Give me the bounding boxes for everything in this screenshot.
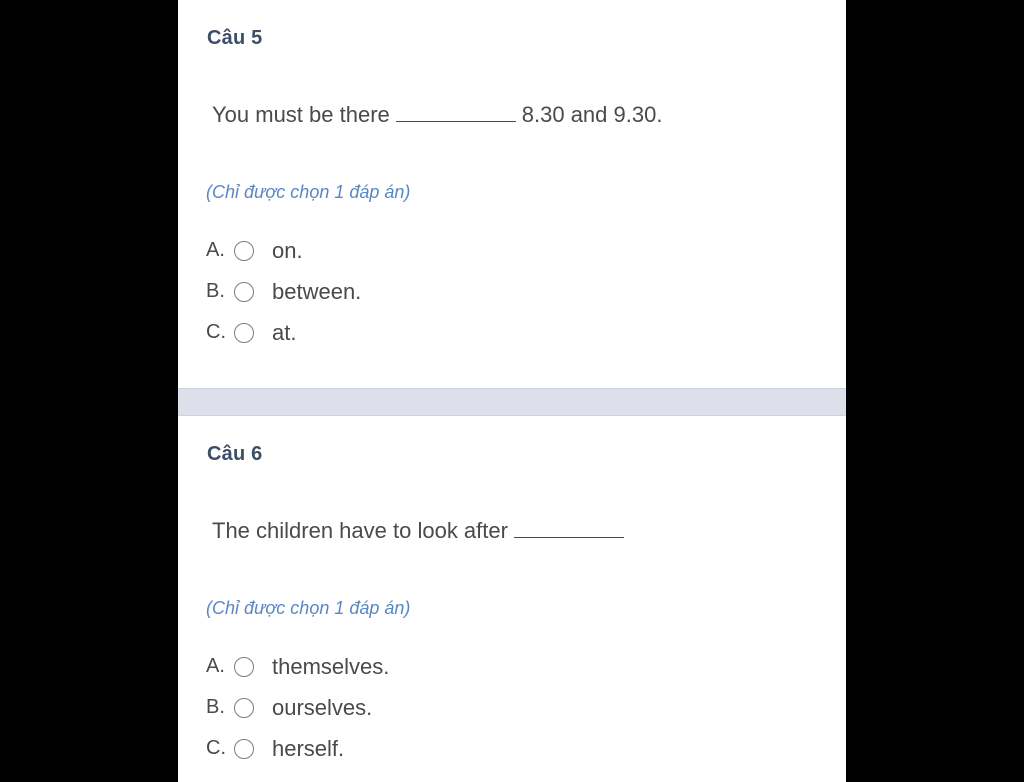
answer-blank	[514, 537, 624, 538]
options-list	[206, 230, 361, 353]
radio-button[interactable]	[234, 241, 254, 261]
answer-hint: (Chỉ được chọn 1 đáp án)	[206, 182, 411, 202]
question-card-5	[178, 0, 846, 388]
options-list	[206, 646, 389, 769]
radio-button[interactable]	[234, 282, 254, 302]
quiz-page	[178, 0, 846, 782]
question-text-before: The children have to look after	[212, 518, 508, 543]
option-b[interactable]	[206, 687, 389, 728]
radio-button[interactable]	[234, 739, 254, 759]
question-separator	[178, 388, 846, 416]
option-text: themselves.	[272, 653, 390, 679]
option-text: on.	[272, 237, 303, 263]
option-text: between.	[272, 278, 362, 304]
answer-hint: (Chỉ được chọn 1 đáp án)	[206, 598, 411, 618]
option-letter: C.	[206, 321, 226, 343]
option-a[interactable]	[206, 646, 389, 687]
option-letter: B.	[206, 280, 225, 302]
option-letter: A.	[206, 239, 225, 261]
option-text: herself.	[272, 735, 345, 761]
option-text: ourselves.	[272, 694, 373, 720]
radio-button[interactable]	[234, 323, 254, 343]
option-c[interactable]	[206, 312, 361, 353]
option-a[interactable]	[206, 230, 361, 271]
radio-button[interactable]	[234, 698, 254, 718]
option-letter: C.	[206, 737, 226, 759]
option-c[interactable]	[206, 728, 389, 769]
answer-blank	[396, 121, 516, 122]
question-title: Câu 6	[207, 443, 263, 465]
question-title: Câu 5	[207, 27, 263, 49]
question-text	[212, 518, 630, 544]
option-text: at.	[272, 319, 297, 345]
radio-button[interactable]	[234, 657, 254, 677]
option-letter: B.	[206, 696, 225, 718]
question-text-after: 8.30 and 9.30.	[521, 102, 663, 127]
question-card-6	[178, 416, 846, 782]
option-b[interactable]	[206, 271, 361, 312]
option-letter: A.	[206, 655, 225, 677]
question-text	[212, 102, 662, 128]
question-text-before: You must be there	[212, 102, 390, 127]
